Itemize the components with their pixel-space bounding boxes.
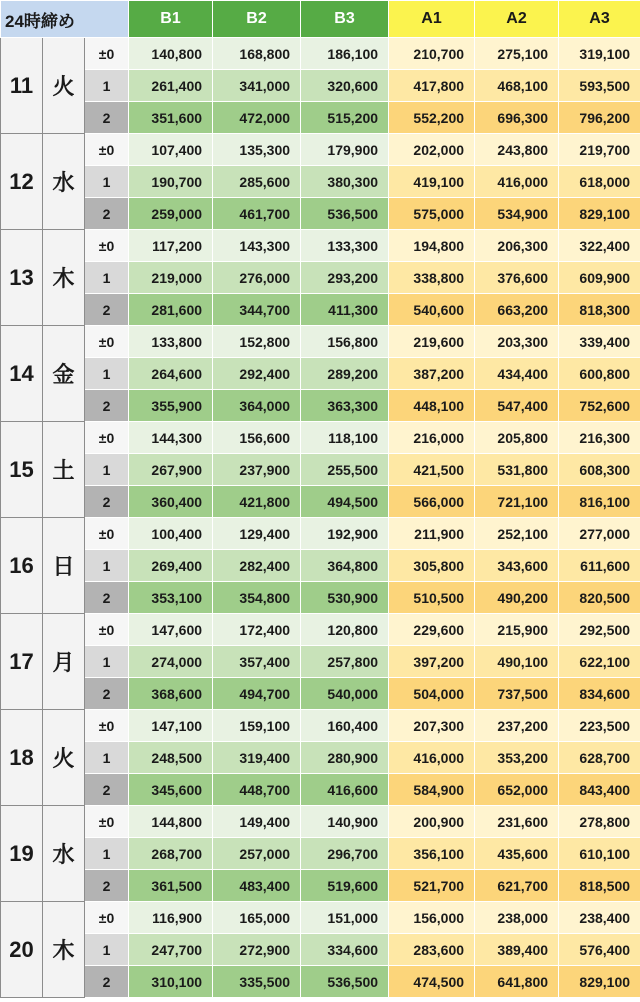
price-cell: 237,200 <box>475 710 559 742</box>
table-row <box>1 454 640 486</box>
price-cell: 818,300 <box>559 294 640 326</box>
price-cell: 547,400 <box>475 390 559 422</box>
price-cell: 411,300 <box>301 294 389 326</box>
level-label: ±0 <box>85 134 129 166</box>
price-cell: 156,000 <box>389 902 475 934</box>
price-cell: 289,200 <box>301 358 389 390</box>
price-cell: 575,000 <box>389 198 475 230</box>
price-cell: 341,000 <box>213 70 301 102</box>
price-cell: 272,900 <box>213 934 301 966</box>
level-label: 1 <box>85 838 129 870</box>
price-cell: 269,400 <box>129 550 213 582</box>
price-cell: 816,100 <box>559 486 640 518</box>
day-number: 19 <box>1 806 43 902</box>
price-cell: 261,400 <box>129 70 213 102</box>
price-cell: 135,300 <box>213 134 301 166</box>
level-label: 1 <box>85 358 129 390</box>
price-cell: 280,900 <box>301 742 389 774</box>
price-cell: 243,800 <box>475 134 559 166</box>
price-cell: 252,100 <box>475 518 559 550</box>
price-cell: 319,400 <box>213 742 301 774</box>
level-label: ±0 <box>85 710 129 742</box>
price-cell: 416,600 <box>301 774 389 806</box>
column-header-b3: B3 <box>301 1 389 38</box>
price-cell: 818,500 <box>559 870 640 902</box>
day-of-week: 木 <box>43 902 85 998</box>
price-cell: 628,700 <box>559 742 640 774</box>
price-cell: 652,000 <box>475 774 559 806</box>
column-header-a2: A2 <box>475 1 559 38</box>
table-row <box>1 262 640 294</box>
price-cell: 205,800 <box>475 422 559 454</box>
level-label: ±0 <box>85 902 129 934</box>
day-number: 11 <box>1 38 43 134</box>
price-cell: 267,900 <box>129 454 213 486</box>
table-row <box>1 390 640 422</box>
price-cell: 219,000 <box>129 262 213 294</box>
level-label: ±0 <box>85 614 129 646</box>
price-cell: 490,200 <box>475 582 559 614</box>
price-cell: 339,400 <box>559 326 640 358</box>
price-cell: 255,500 <box>301 454 389 486</box>
price-cell: 416,000 <box>389 742 475 774</box>
price-cell: 641,800 <box>475 966 559 998</box>
day-of-week: 火 <box>43 38 85 134</box>
table-row <box>1 550 640 582</box>
price-cell: 264,600 <box>129 358 213 390</box>
price-cell: 216,300 <box>559 422 640 454</box>
table-row <box>1 38 640 70</box>
price-cell: 540,000 <box>301 678 389 710</box>
price-cell: 305,800 <box>389 550 475 582</box>
price-cell: 600,800 <box>559 358 640 390</box>
price-cell: 351,600 <box>129 102 213 134</box>
price-cell: 144,800 <box>129 806 213 838</box>
level-label: ±0 <box>85 326 129 358</box>
price-cell: 510,500 <box>389 582 475 614</box>
level-label: 1 <box>85 742 129 774</box>
price-cell: 593,500 <box>559 70 640 102</box>
level-label: ±0 <box>85 518 129 550</box>
price-cell: 504,000 <box>389 678 475 710</box>
price-cell: 737,500 <box>475 678 559 710</box>
price-cell: 277,000 <box>559 518 640 550</box>
price-cell: 521,700 <box>389 870 475 902</box>
price-cell: 310,100 <box>129 966 213 998</box>
price-cell: 156,800 <box>301 326 389 358</box>
price-cell: 165,000 <box>213 902 301 934</box>
price-cell: 159,100 <box>213 710 301 742</box>
price-cell: 609,900 <box>559 262 640 294</box>
price-cell: 143,300 <box>213 230 301 262</box>
table-row <box>1 102 640 134</box>
price-cell: 534,900 <box>475 198 559 230</box>
day-number: 18 <box>1 710 43 806</box>
price-cell: 343,600 <box>475 550 559 582</box>
price-cell: 494,500 <box>301 486 389 518</box>
price-cell: 320,600 <box>301 70 389 102</box>
price-cell: 259,000 <box>129 198 213 230</box>
price-cell: 357,400 <box>213 646 301 678</box>
price-cell: 276,000 <box>213 262 301 294</box>
price-cell: 421,800 <box>213 486 301 518</box>
price-cell: 281,600 <box>129 294 213 326</box>
level-label: 2 <box>85 198 129 230</box>
table-row <box>1 678 640 710</box>
table-title: 24時締め <box>1 1 129 38</box>
level-label: 2 <box>85 486 129 518</box>
price-cell: 552,200 <box>389 102 475 134</box>
price-cell: 238,400 <box>559 902 640 934</box>
level-label: 2 <box>85 294 129 326</box>
level-label: 1 <box>85 550 129 582</box>
price-cell: 144,300 <box>129 422 213 454</box>
price-cell: 268,700 <box>129 838 213 870</box>
price-cell: 435,600 <box>475 838 559 870</box>
table-row <box>1 902 640 934</box>
price-cell: 752,600 <box>559 390 640 422</box>
day-of-week: 日 <box>43 518 85 614</box>
price-cell: 274,000 <box>129 646 213 678</box>
table-row <box>1 166 640 198</box>
level-label: 2 <box>85 582 129 614</box>
price-cell: 275,100 <box>475 38 559 70</box>
level-label: 1 <box>85 262 129 294</box>
price-cell: 179,900 <box>301 134 389 166</box>
day-of-week: 水 <box>43 806 85 902</box>
price-cell: 338,800 <box>389 262 475 294</box>
price-cell: 519,600 <box>301 870 389 902</box>
price-cell: 211,900 <box>389 518 475 550</box>
price-cell: 293,200 <box>301 262 389 294</box>
price-cell: 829,100 <box>559 198 640 230</box>
price-cell: 147,600 <box>129 614 213 646</box>
price-cell: 364,800 <box>301 550 389 582</box>
day-number: 16 <box>1 518 43 614</box>
table-row <box>1 870 640 902</box>
price-cell: 531,800 <box>475 454 559 486</box>
level-label: ±0 <box>85 230 129 262</box>
day-number: 12 <box>1 134 43 230</box>
level-label: 2 <box>85 966 129 998</box>
price-cell: 285,600 <box>213 166 301 198</box>
table-row <box>1 582 640 614</box>
price-cell: 223,500 <box>559 710 640 742</box>
price-cell: 202,000 <box>389 134 475 166</box>
level-label: 1 <box>85 454 129 486</box>
price-cell: 118,100 <box>301 422 389 454</box>
table-row <box>1 198 640 230</box>
price-cell: 515,200 <box>301 102 389 134</box>
price-cell: 147,100 <box>129 710 213 742</box>
price-cell: 149,400 <box>213 806 301 838</box>
table-row <box>1 70 640 102</box>
table-row <box>1 774 640 806</box>
table-row <box>1 230 640 262</box>
price-cell: 448,100 <box>389 390 475 422</box>
price-cell: 376,600 <box>475 262 559 294</box>
price-cell: 353,200 <box>475 742 559 774</box>
price-cell: 278,800 <box>559 806 640 838</box>
price-cell: 611,600 <box>559 550 640 582</box>
day-number: 14 <box>1 326 43 422</box>
price-cell: 186,100 <box>301 38 389 70</box>
price-cell: 107,400 <box>129 134 213 166</box>
column-header-b1: B1 <box>129 1 213 38</box>
price-cell: 566,000 <box>389 486 475 518</box>
price-cell: 248,500 <box>129 742 213 774</box>
price-cell: 172,400 <box>213 614 301 646</box>
table-row <box>1 838 640 870</box>
table-row <box>1 518 640 550</box>
price-cell: 663,200 <box>475 294 559 326</box>
price-cell: 368,600 <box>129 678 213 710</box>
day-number: 20 <box>1 902 43 998</box>
price-cell: 116,900 <box>129 902 213 934</box>
price-cell: 292,500 <box>559 614 640 646</box>
price-cell: 387,200 <box>389 358 475 390</box>
price-cell: 721,100 <box>475 486 559 518</box>
table-row <box>1 934 640 966</box>
price-cell: 231,600 <box>475 806 559 838</box>
table-row <box>1 710 640 742</box>
price-cell: 282,400 <box>213 550 301 582</box>
price-cell: 210,700 <box>389 38 475 70</box>
table-row <box>1 646 640 678</box>
price-cell: 206,300 <box>475 230 559 262</box>
price-cell: 319,100 <box>559 38 640 70</box>
price-cell: 434,400 <box>475 358 559 390</box>
column-header-a1: A1 <box>389 1 475 38</box>
price-cell: 397,200 <box>389 646 475 678</box>
price-cell: 247,700 <box>129 934 213 966</box>
price-cell: 100,400 <box>129 518 213 550</box>
price-cell: 296,700 <box>301 838 389 870</box>
price-cell: 696,300 <box>475 102 559 134</box>
price-cell: 292,400 <box>213 358 301 390</box>
price-cell: 140,900 <box>301 806 389 838</box>
day-number: 15 <box>1 422 43 518</box>
table-row <box>1 422 640 454</box>
price-cell: 355,900 <box>129 390 213 422</box>
price-cell: 618,000 <box>559 166 640 198</box>
day-of-week: 金 <box>43 326 85 422</box>
price-cell: 530,900 <box>301 582 389 614</box>
day-number: 13 <box>1 230 43 326</box>
price-cell: 151,000 <box>301 902 389 934</box>
price-cell: 483,400 <box>213 870 301 902</box>
price-cell: 421,500 <box>389 454 475 486</box>
price-cell: 417,800 <box>389 70 475 102</box>
price-cell: 829,100 <box>559 966 640 998</box>
price-cell: 200,900 <box>389 806 475 838</box>
day-of-week: 水 <box>43 134 85 230</box>
table-row <box>1 614 640 646</box>
price-cell: 834,600 <box>559 678 640 710</box>
price-cell: 820,500 <box>559 582 640 614</box>
price-cell: 461,700 <box>213 198 301 230</box>
price-cell: 416,000 <box>475 166 559 198</box>
price-cell: 576,400 <box>559 934 640 966</box>
table-row <box>1 966 640 998</box>
column-header-b2: B2 <box>213 1 301 38</box>
price-cell: 364,000 <box>213 390 301 422</box>
price-cell: 389,400 <box>475 934 559 966</box>
price-cell: 584,900 <box>389 774 475 806</box>
price-cell: 334,600 <box>301 934 389 966</box>
price-cell: 192,900 <box>301 518 389 550</box>
price-cell: 344,700 <box>213 294 301 326</box>
price-cell: 490,100 <box>475 646 559 678</box>
price-cell: 168,800 <box>213 38 301 70</box>
price-cell: 621,700 <box>475 870 559 902</box>
day-of-week: 土 <box>43 422 85 518</box>
day-number: 17 <box>1 614 43 710</box>
price-cell: 283,600 <box>389 934 475 966</box>
price-cell: 474,500 <box>389 966 475 998</box>
price-cell: 536,500 <box>301 966 389 998</box>
price-cell: 608,300 <box>559 454 640 486</box>
price-cell: 133,800 <box>129 326 213 358</box>
day-of-week: 火 <box>43 710 85 806</box>
price-cell: 117,200 <box>129 230 213 262</box>
table-row <box>1 326 640 358</box>
level-label: 2 <box>85 774 129 806</box>
level-label: 2 <box>85 390 129 422</box>
price-cell: 203,300 <box>475 326 559 358</box>
price-cell: 207,300 <box>389 710 475 742</box>
level-label: ±0 <box>85 422 129 454</box>
price-cell: 160,400 <box>301 710 389 742</box>
level-label: 2 <box>85 870 129 902</box>
price-cell: 322,400 <box>559 230 640 262</box>
table-row <box>1 806 640 838</box>
table-row <box>1 358 640 390</box>
level-label: ±0 <box>85 38 129 70</box>
price-cell: 237,900 <box>213 454 301 486</box>
price-cell: 156,600 <box>213 422 301 454</box>
level-label: 2 <box>85 102 129 134</box>
table-row <box>1 294 640 326</box>
price-cell: 610,100 <box>559 838 640 870</box>
price-cell: 190,700 <box>129 166 213 198</box>
level-label: 1 <box>85 646 129 678</box>
price-cell: 843,400 <box>559 774 640 806</box>
day-of-week: 月 <box>43 614 85 710</box>
table-body <box>1 38 640 998</box>
price-cell: 120,800 <box>301 614 389 646</box>
price-cell: 354,800 <box>213 582 301 614</box>
table-row <box>1 134 640 166</box>
price-cell: 353,100 <box>129 582 213 614</box>
header-row <box>1 1 640 38</box>
price-cell: 257,800 <box>301 646 389 678</box>
price-cell: 622,100 <box>559 646 640 678</box>
column-header-a3: A3 <box>559 1 640 38</box>
price-cell: 345,600 <box>129 774 213 806</box>
price-cell: 238,000 <box>475 902 559 934</box>
price-cell: 335,500 <box>213 966 301 998</box>
price-cell: 494,700 <box>213 678 301 710</box>
level-label: 1 <box>85 934 129 966</box>
price-cell: 472,000 <box>213 102 301 134</box>
level-label: 1 <box>85 166 129 198</box>
level-label: ±0 <box>85 806 129 838</box>
day-of-week: 木 <box>43 230 85 326</box>
price-cell: 219,600 <box>389 326 475 358</box>
price-cell: 796,200 <box>559 102 640 134</box>
price-cell: 540,600 <box>389 294 475 326</box>
level-label: 2 <box>85 678 129 710</box>
price-cell: 215,900 <box>475 614 559 646</box>
table-row <box>1 486 640 518</box>
price-cell: 129,400 <box>213 518 301 550</box>
level-label: 1 <box>85 70 129 102</box>
price-cell: 468,100 <box>475 70 559 102</box>
price-cell: 133,300 <box>301 230 389 262</box>
price-cell: 140,800 <box>129 38 213 70</box>
price-cell: 216,000 <box>389 422 475 454</box>
price-cell: 152,800 <box>213 326 301 358</box>
table-row <box>1 742 640 774</box>
price-cell: 363,300 <box>301 390 389 422</box>
price-cell: 194,800 <box>389 230 475 262</box>
price-cell: 419,100 <box>389 166 475 198</box>
price-cell: 361,500 <box>129 870 213 902</box>
price-cell: 356,100 <box>389 838 475 870</box>
price-cell: 257,000 <box>213 838 301 870</box>
price-cell: 360,400 <box>129 486 213 518</box>
price-cell: 536,500 <box>301 198 389 230</box>
price-cell: 219,700 <box>559 134 640 166</box>
price-cell: 229,600 <box>389 614 475 646</box>
price-cell: 380,300 <box>301 166 389 198</box>
price-cell: 448,700 <box>213 774 301 806</box>
